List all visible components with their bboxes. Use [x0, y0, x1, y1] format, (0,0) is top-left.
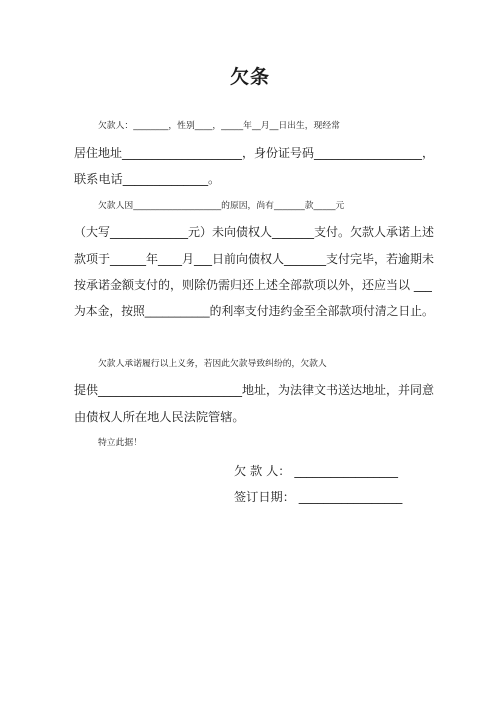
p1-line-2: 居住地址____________________，身份证号码__________________，: [74, 146, 435, 160]
p3-line-1: 欠款人承诺履行以上义务，若因此欠款导致纠纷的，欠款人: [98, 359, 327, 369]
p1-line-3: 联系电话______________。: [74, 172, 221, 186]
signature-debtor: 欠 款 人： _________________: [234, 464, 398, 478]
document-title: 欠条: [229, 66, 270, 88]
p2-line-4: 按承诺金额支付的，则除仍需归还上述全部款项以外，还应当以 ___: [74, 278, 432, 292]
signature-date: 签订日期： _________________: [234, 490, 403, 504]
p2-line-2: （大写_____________元）未向债权人_______支付。欠款人承诺上述: [74, 225, 435, 239]
p3-line-2: 提供________________________地址，为法律文书送达地址，并同意: [74, 383, 435, 397]
p2-line-3: 款项于______年____月___日前向债权人_______支付完毕，若逾期未: [74, 252, 435, 266]
closing-text: 特立此据！: [98, 438, 142, 448]
p2-line-5: 为本金，按照___________的利率支付违约金至全部款项付清之日止。: [74, 304, 434, 318]
p1-line-1: 欠款人：________，性别____，_____年__月__日出生，现经常: [98, 121, 340, 131]
p3-line-3: 由债权人所在地人民法院管辖。: [74, 410, 245, 424]
p2-line-1: 欠款人因____________________的原因，尚有_______款_____元: [98, 201, 345, 211]
